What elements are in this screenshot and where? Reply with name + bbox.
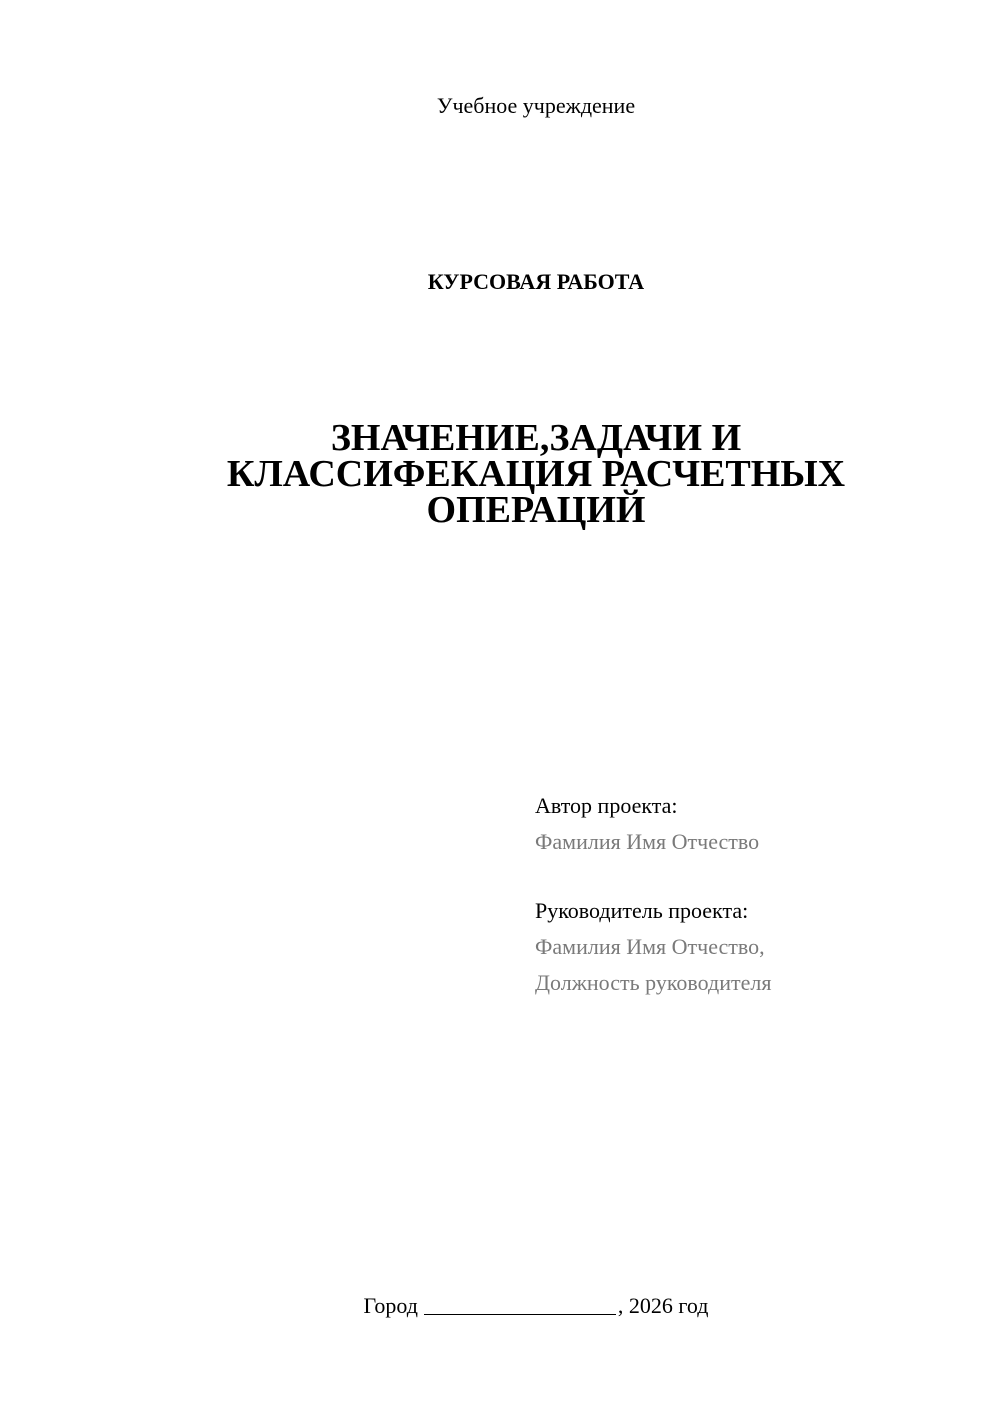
title-line-1: ЗНАЧЕНИЕ,ЗАДАЧИ И	[330, 417, 742, 459]
supervisor-label: Руководитель проекта:	[535, 898, 749, 923]
supervisor-position-placeholder: Должность руководителя	[535, 970, 772, 995]
supervisor-block	[535, 893, 975, 1001]
city-year-line	[0, 1290, 1000, 1321]
title-line-2: КЛАССИФЕКАЦИЯ РАСЧЕТНЫХ	[226, 453, 846, 495]
work-type-heading: КУРСОВАЯ РАБОТА	[427, 269, 645, 294]
year-text: , 2026 год	[617, 1293, 709, 1318]
city-label: Город	[363, 1293, 418, 1318]
institution-name: Учебное учреждение	[436, 93, 636, 118]
author-name-placeholder: Фамилия Имя Отчество	[535, 829, 760, 854]
document-title	[0, 417, 1000, 531]
city-blank-line	[424, 1292, 616, 1315]
supervisor-name-placeholder: Фамилия Имя Отчество,	[535, 934, 765, 959]
title-line-3: ОПЕРАЦИЙ	[426, 489, 646, 531]
author-label: Автор проекта:	[535, 793, 678, 818]
author-block	[535, 788, 975, 860]
